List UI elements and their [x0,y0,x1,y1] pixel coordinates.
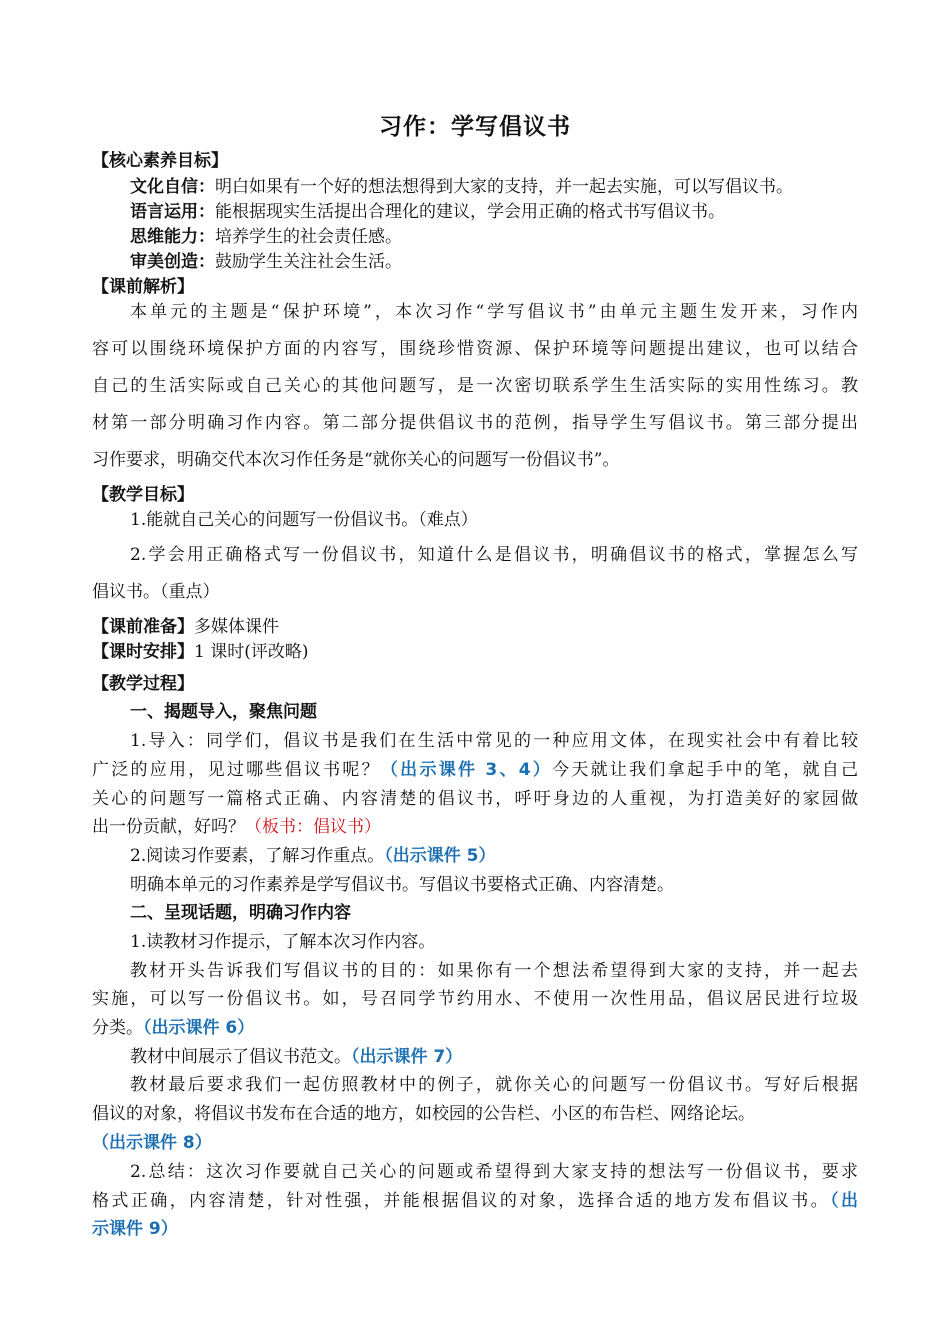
subsection-heading: 二、呈现话题，明确习作内容 [130,903,351,923]
goal-item: 2.学会用正确格式写一份倡议书，知道什么是倡议书，明确倡议书的格式，掌握怎么写 [130,545,858,565]
process-line: 实施，可以写一份倡议书。如，号召同学节约用水、不使用一次性用品，倡议居民进行垃圾 [92,989,858,1009]
process-line: 格式正确，内容清楚，针对性强，并能根据倡议的对象，选择合适的地方发布倡议书。（出 [92,1191,859,1211]
process-line: 2.阅读习作要素，了解习作重点。（出示课件 5） [130,846,496,866]
process-line: 教材中间展示了倡议书范文。（出示课件 7） [130,1047,463,1067]
section-heading-goals: 【教学目标】 [92,485,194,505]
courseware-ref: 示课件 9） [92,1219,178,1239]
goal-item: 1.能就自己关心的问题写一份倡议书。（难点） [130,510,478,530]
subsection-heading: 一、揭题导入，聚焦问题 [130,702,317,722]
process-line: 教材开头告诉我们写倡议书的目的：如果你有一个想法希望得到大家的支持，并一起去 [130,961,858,981]
process-line: 明确本单元的习作素养是学写倡议书。写倡议书要格式正确、内容清楚。 [130,875,674,895]
courseware-ref: （出示课件 5） [384,846,496,866]
process-line: 广泛的应用，见过哪些倡议书呢？（出示课件 3、4）今天就让我们拿起手中的笔，就自己 [92,760,859,780]
section-heading-core: 【核心素养目标】 [92,151,228,171]
process-line: 关心的问题写一篇格式正确、内容清楚的倡议书，呼吁身边的人重视，为打造美好的家园做 [92,789,858,809]
core-item-4: 审美创造：鼓励学生关注社会生活。 [130,252,402,272]
section-heading-analysis: 【课前解析】 [92,277,194,297]
core-item-1: 文化自信：明白如果有一个好的想法想得到大家的支持，并一起去实施，可以写倡议书。 [130,177,793,197]
core-item-3: 思维能力：培养学生的社会责任感。 [130,227,402,247]
analysis-line: 容可以围绕环境保护方面的内容写，围绕珍惜资源、保护环境等问题提出建议，也可以结合 [92,339,858,359]
process-line: 2.总结：这次习作要就自己关心的问题或希望得到大家支持的想法写一份倡议书，要求 [130,1162,858,1182]
process-line: 1.导入：同学们，倡议书是我们在生活中常见的一种应用文体，在现实社会中有着比较 [130,731,858,751]
page-title: 习作：学写倡议书 [379,114,571,140]
analysis-line: 自己的生活实际或自己关心的其他问题写，是一次密切联系学生生活实际的实用性练习。教 [92,376,858,396]
analysis-line: 材第一部分明确习作内容。第二部分提供倡议书的范例，指导学生写倡议书。第三部分提出 [92,413,858,433]
courseware-ref: （出示课件 7） [351,1047,463,1067]
process-line: 1.读教材习作提示，了解本次习作内容。 [130,932,436,952]
goal-item: 倡议书。（重点） [92,582,220,602]
courseware-ref: （出示课件 3、4） [380,760,553,780]
process-line: 倡议的对象，将倡议书发布在合适的地方，如校园的公告栏、小区的布告栏、网络论坛。 [92,1104,755,1124]
courseware-ref: （出 [830,1191,859,1211]
process-line: 分类。（出示课件 6） [92,1018,255,1038]
analysis-line: 本单元的主题是“保护环境”，本次习作“学写倡议书”由单元主题生发开来，习作内 [130,302,858,322]
board-note: （板书：倡议书） [245,817,381,837]
process-line: 出一份贡献，好吗？（板书：倡议书） [92,817,381,837]
section-heading-process: 【教学过程】 [92,674,194,694]
analysis-line: 习作要求，明确交代本次习作任务是“就你关心的问题写一份倡议书”。 [92,450,620,470]
process-line: 教材最后要求我们一起仿照教材中的例子，就你关心的问题写一份倡议书。写好后根据 [130,1075,858,1095]
courseware-ref: （出示课件 8） [92,1133,212,1153]
core-item-2: 语言运用：能根据现实生活提出合理化的建议，学会用正确的格式书写倡议书。 [130,202,725,222]
courseware-ref: （出示课件 6） [143,1018,255,1038]
prep-row: 【课前准备】多媒体课件 [92,617,279,637]
schedule-row: 【课时安排】1 课时(评改略) [92,642,309,662]
